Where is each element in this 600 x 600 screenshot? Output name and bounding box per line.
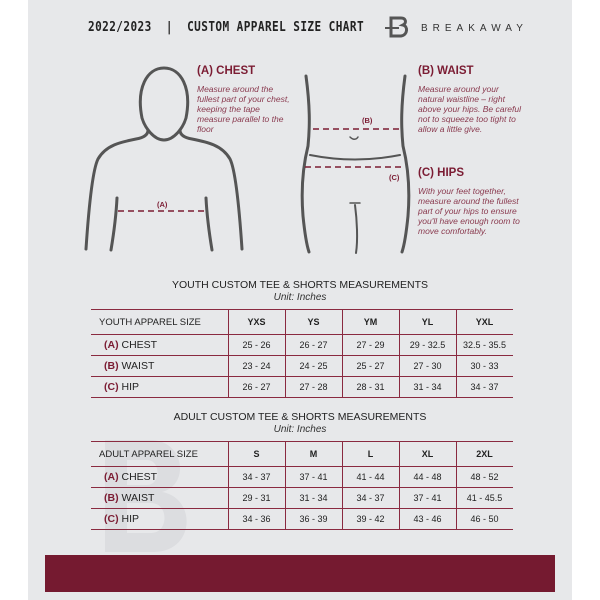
header-cell: YXS bbox=[228, 310, 285, 335]
youth-table-title: YOUTH CUSTOM TEE & SHORTS MEASUREMENTS bbox=[171, 279, 429, 291]
table-row bbox=[91, 356, 513, 377]
marker-c: (C) bbox=[389, 173, 400, 182]
adult-table-unit: Unit: Inches bbox=[273, 424, 327, 435]
row-label bbox=[91, 356, 228, 377]
cell: 41 - 45.5 bbox=[456, 488, 513, 509]
chest-heading: (A) CHEST bbox=[197, 65, 256, 77]
marker-b: (B) bbox=[362, 116, 373, 125]
waist-description: Measure around your natural waistline – right above your hips. Be careful not to squeeze too tight to allow a little give. bbox=[418, 84, 522, 134]
row-label-text: HIP bbox=[121, 381, 140, 393]
row-letter: (B) bbox=[104, 492, 119, 504]
header-cell: S bbox=[228, 442, 285, 467]
cell: 27 - 28 bbox=[285, 377, 342, 398]
hips-description: With your feet together, measure around the fullest part of your hips to ensure you'll have enough room to move comfortably. bbox=[418, 186, 520, 236]
youth-size-table bbox=[91, 309, 513, 398]
cell: 46 - 50 bbox=[456, 509, 513, 530]
page-title: 2022/2023 | CUSTOM APPAREL SIZE CHART bbox=[88, 20, 365, 35]
youth-table-unit: Unit: Inches bbox=[273, 292, 327, 303]
cell: 27 - 30 bbox=[399, 356, 456, 377]
cell: 44 - 48 bbox=[399, 467, 456, 488]
cell: 29 - 32.5 bbox=[399, 335, 456, 356]
cell: 27 - 29 bbox=[342, 335, 399, 356]
cell: 29 - 31 bbox=[228, 488, 285, 509]
header-cell: YOUTH APPAREL SIZE bbox=[91, 310, 228, 335]
header-cell: XL bbox=[399, 442, 456, 467]
row-letter: (C) bbox=[104, 381, 119, 393]
cell: 26 - 27 bbox=[228, 377, 285, 398]
waist-heading: (B) WAIST bbox=[418, 65, 474, 77]
row-label-text: WAIST bbox=[121, 492, 155, 504]
adult-size-table bbox=[91, 441, 513, 530]
cell: 36 - 39 bbox=[285, 509, 342, 530]
table-row bbox=[91, 488, 513, 509]
cell: 28 - 31 bbox=[342, 377, 399, 398]
cell: 25 - 27 bbox=[342, 356, 399, 377]
cell: 34 - 37 bbox=[342, 488, 399, 509]
cell: 25 - 26 bbox=[228, 335, 285, 356]
footer-band bbox=[45, 555, 555, 592]
cell: 24 - 25 bbox=[285, 356, 342, 377]
table-row bbox=[91, 509, 513, 530]
adult-table-title: ADULT CUSTOM TEE & SHORTS MEASUREMENTS bbox=[173, 411, 427, 423]
cell: 34 - 37 bbox=[456, 377, 513, 398]
cell: 37 - 41 bbox=[399, 488, 456, 509]
row-label-text: WAIST bbox=[121, 360, 155, 372]
brand-name: BREAKAWAY bbox=[421, 22, 528, 34]
row-label bbox=[91, 467, 228, 488]
cell: 31 - 34 bbox=[285, 488, 342, 509]
table-header-row bbox=[91, 442, 513, 467]
cell: 31 - 34 bbox=[399, 377, 456, 398]
table-row bbox=[91, 467, 513, 488]
row-label bbox=[91, 335, 228, 356]
table-header-row bbox=[91, 310, 513, 335]
table-row bbox=[91, 377, 513, 398]
cell: 39 - 42 bbox=[342, 509, 399, 530]
row-letter: (C) bbox=[104, 513, 119, 525]
row-letter: (B) bbox=[104, 360, 119, 372]
cell: 43 - 46 bbox=[399, 509, 456, 530]
header-cell: YS bbox=[285, 310, 342, 335]
cell: 41 - 44 bbox=[342, 467, 399, 488]
header-cell: ADULT APPAREL SIZE bbox=[91, 442, 228, 467]
row-letter: (A) bbox=[104, 339, 119, 351]
cell: 23 - 24 bbox=[228, 356, 285, 377]
header-cell: YM bbox=[342, 310, 399, 335]
cell: 26 - 27 bbox=[285, 335, 342, 356]
cell: 32.5 - 35.5 bbox=[456, 335, 513, 356]
chest-description: Measure around the fullest part of your chest, keeping the tape measure parallel to the floor bbox=[197, 84, 290, 134]
cell: 30 - 33 bbox=[456, 356, 513, 377]
marker-a: (A) bbox=[157, 200, 168, 209]
cell: 34 - 37 bbox=[228, 467, 285, 488]
row-label bbox=[91, 488, 228, 509]
cell: 48 - 52 bbox=[456, 467, 513, 488]
cell: 34 - 36 bbox=[228, 509, 285, 530]
cell: 37 - 41 bbox=[285, 467, 342, 488]
lower-body-figure bbox=[302, 76, 409, 253]
row-letter: (A) bbox=[104, 471, 119, 483]
row-label bbox=[91, 509, 228, 530]
header-cell: YXL bbox=[456, 310, 513, 335]
header-cell: M bbox=[285, 442, 342, 467]
row-label-text: CHEST bbox=[121, 471, 158, 483]
table-row bbox=[91, 335, 513, 356]
row-label-text: HIP bbox=[121, 513, 140, 525]
hips-heading: (C) HIPS bbox=[418, 167, 464, 179]
header-cell: 2XL bbox=[456, 442, 513, 467]
row-label bbox=[91, 377, 228, 398]
header-cell: L bbox=[342, 442, 399, 467]
row-label-text: CHEST bbox=[121, 339, 158, 351]
header-cell: YL bbox=[399, 310, 456, 335]
